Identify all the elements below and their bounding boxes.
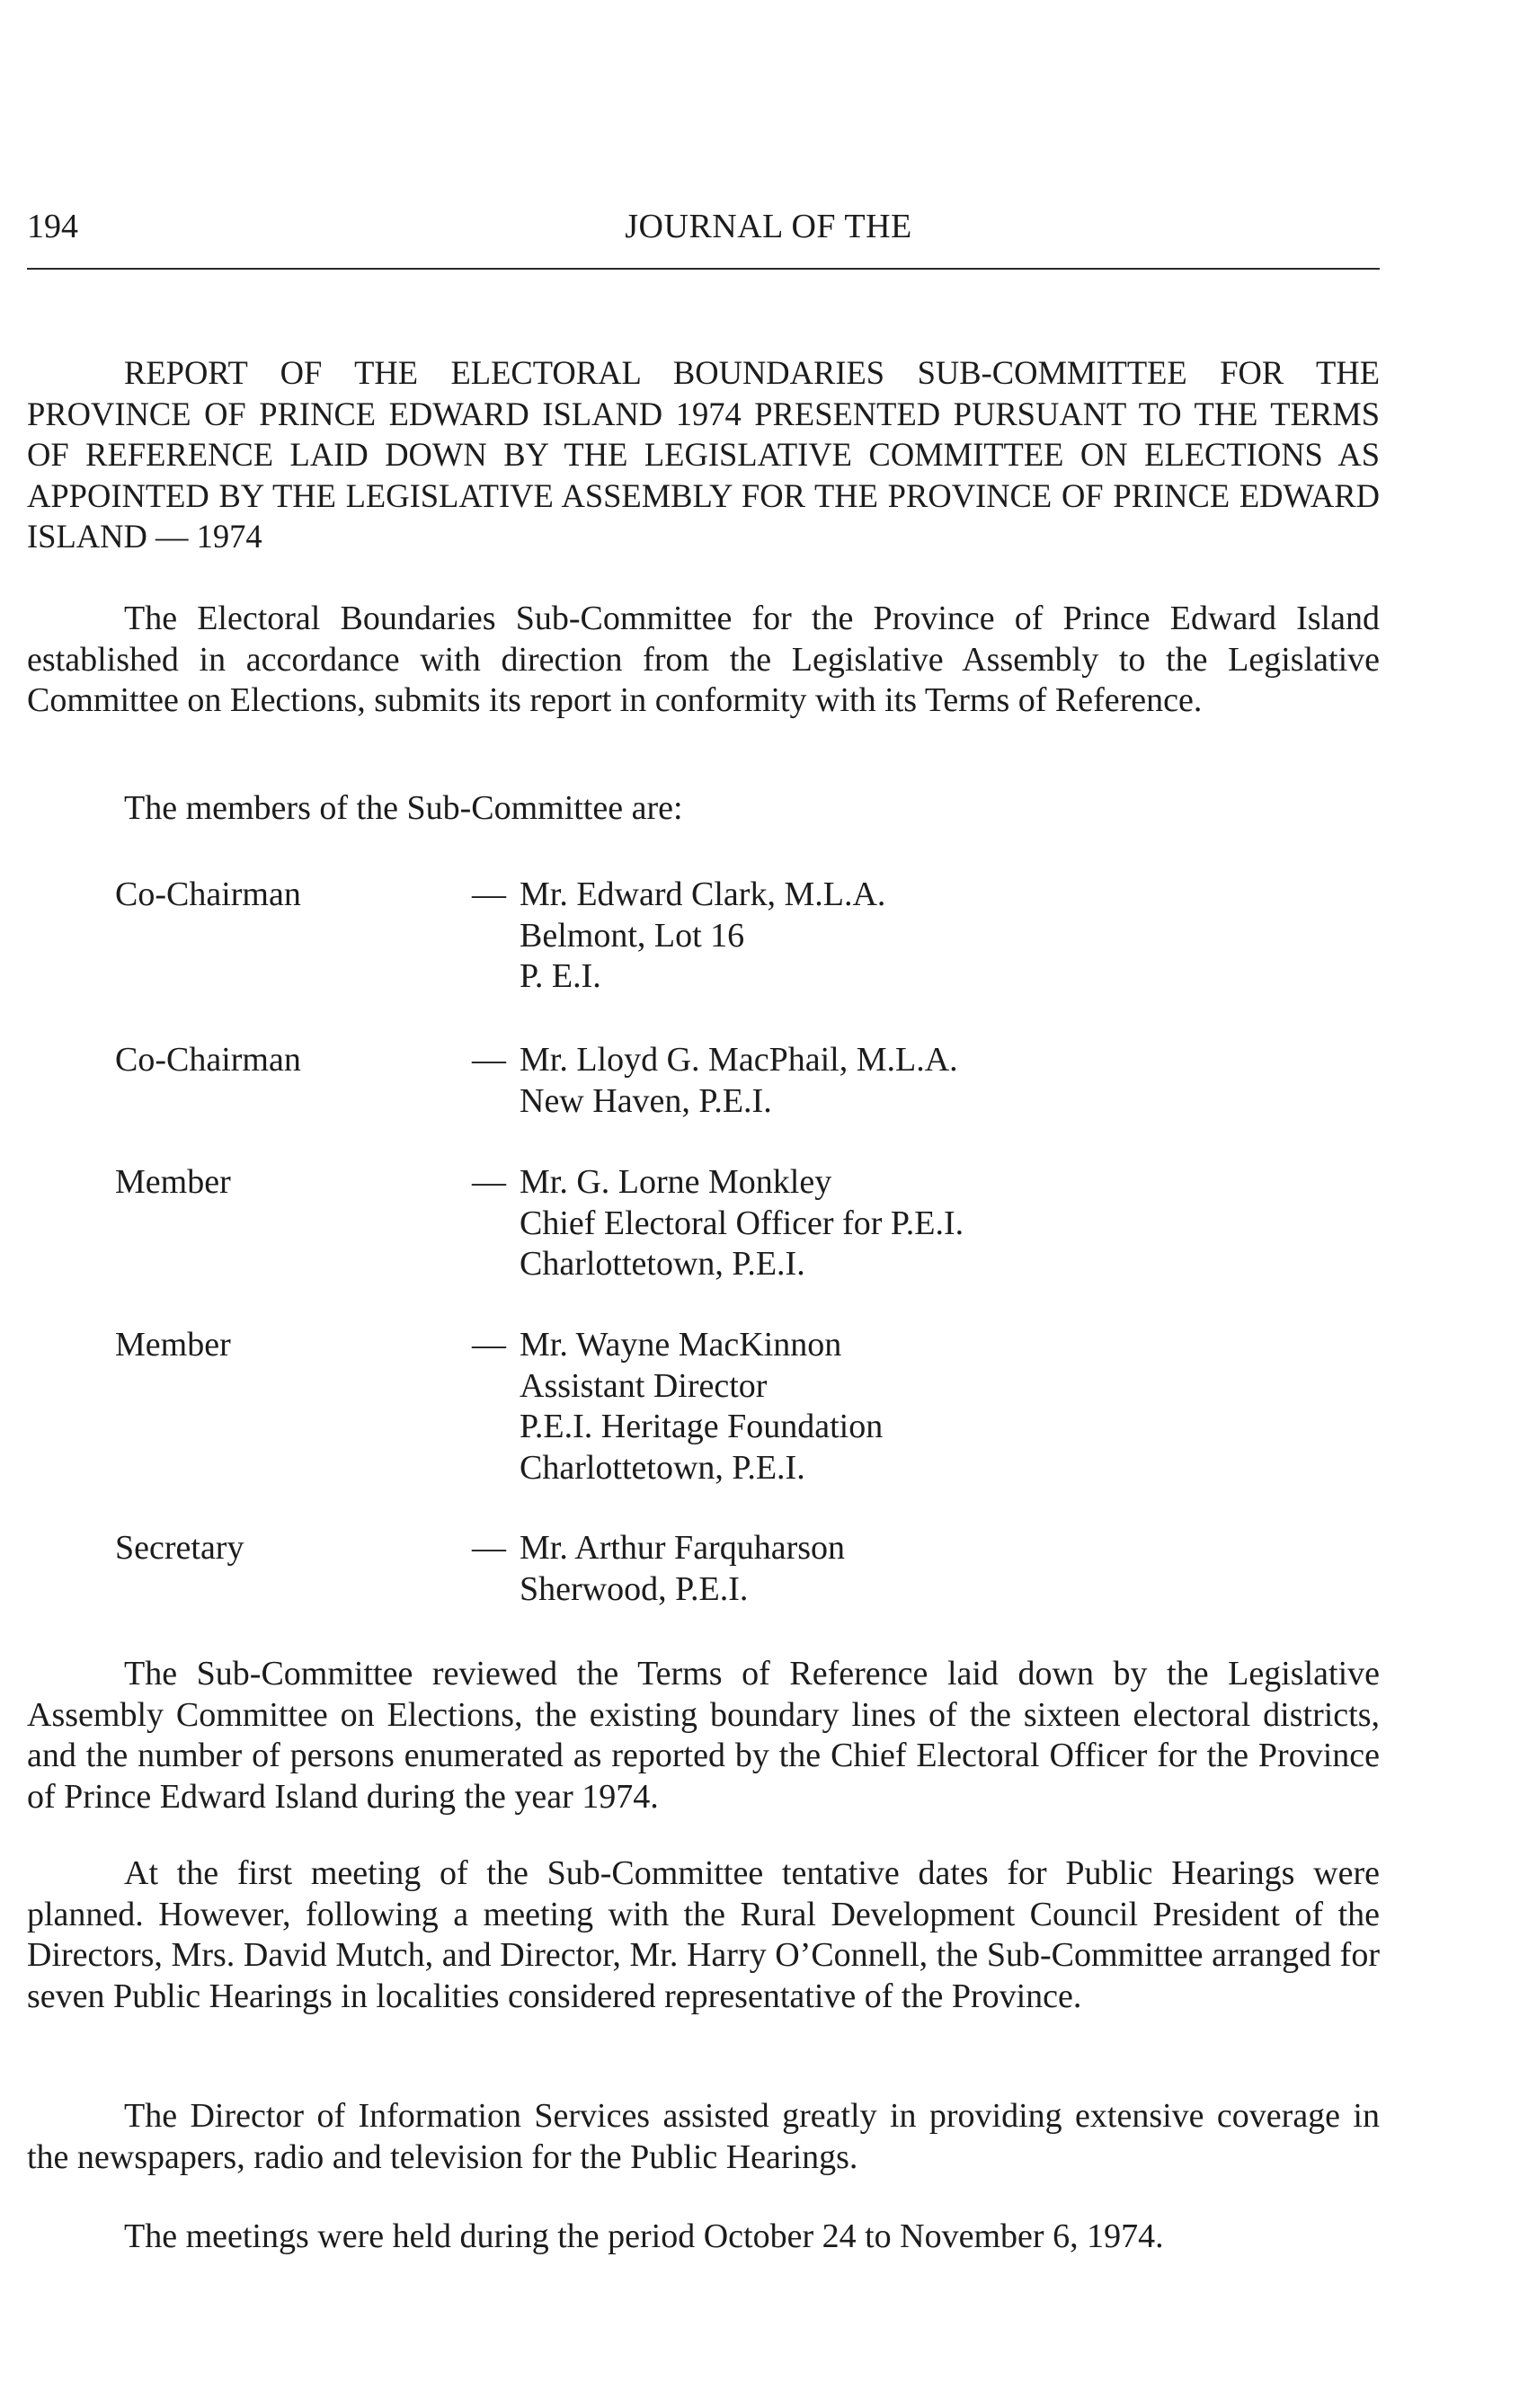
member-details bbox=[520, 1040, 958, 1122]
review-paragraph: The Sub-Committee reviewed the Terms of Reference laid down by the Legislative Assembly Committee on Elections, the existing boundary lines of the sixteen electoral districts, and the number of persons enumerated as reported by the Chief Electoral Officer for the Province of Prince Edward Island during the year 1974. bbox=[27, 1655, 1380, 1816]
member-details bbox=[520, 875, 885, 998]
member-role: Co-Chairman bbox=[115, 875, 301, 913]
member-address-line: Chief Electoral Officer for P.E.I. bbox=[520, 1204, 964, 1242]
report-title: REPORT OF THE ELECTORAL BOUNDARIES SUB-COMMITTEE FOR THE PROVINCE OF PRINCE EDWARD ISLAND 1974 PRESENTED PURSUANT TO THE TERMS OF REFERENCE LAID DOWN BY THE LEGISLATIVE COMMITTEE ON ELECTIONS AS APPOINTED BY THE LEGISLATIVE ASSEMBLY FOR THE PROVINCE OF PRINCE EDWARD ISLAND — 1974 bbox=[27, 354, 1380, 555]
member-name: Mr. Edward Clark, M.L.A. bbox=[520, 875, 886, 913]
intro-paragraph: The Electoral Boundaries Sub-Committee for the Province of Prince Edward Island established in accordance with direction from the Legislative Assembly to the Legislative Committee on Elections, submits its report in conformity with its Terms of Reference. bbox=[27, 600, 1380, 719]
member-name: Mr. Lloyd G. MacPhail, M.L.A. bbox=[520, 1041, 958, 1079]
member-dash: — bbox=[472, 1163, 506, 1201]
member-name: Mr. Arthur Farquharson bbox=[520, 1529, 846, 1567]
members-intro-paragraph: The members of the Sub-Committee are: bbox=[124, 789, 683, 827]
member-role: Secretary bbox=[115, 1529, 244, 1567]
meetings-paragraph: The meetings were held during the period October 24 to November 6, 1974. bbox=[124, 2217, 1164, 2255]
member-address-line: Assistant Director bbox=[520, 1366, 768, 1405]
member-dash: — bbox=[472, 1326, 506, 1364]
member-address-line: P.E.I. Heritage Foundation bbox=[520, 1408, 884, 1445]
member-name: Mr. G. Lorne Monkley bbox=[520, 1163, 832, 1201]
member-dash: — bbox=[472, 1529, 506, 1567]
member-address-line: New Haven, P.E.I. bbox=[520, 1081, 772, 1120]
member-address-line: Sherwood, P.E.I. bbox=[520, 1569, 749, 1608]
member-role: Co-Chairman bbox=[115, 1041, 301, 1079]
member-address-line: P. E.I. bbox=[520, 957, 601, 995]
information-paragraph: The Director of Information Services assisted greatly in providing extensive coverage in the newspapers, radio and television for the Public Hearings. bbox=[27, 2097, 1380, 2176]
member-details bbox=[520, 1528, 845, 1610]
member-details bbox=[520, 1162, 964, 1285]
member-details bbox=[520, 1325, 883, 1488]
member-dash: — bbox=[472, 1041, 506, 1079]
member-address-line: Charlottetown, P.E.I. bbox=[520, 1448, 805, 1487]
member-address-line: Charlottetown, P.E.I. bbox=[520, 1245, 805, 1283]
member-address-line: Belmont, Lot 16 bbox=[520, 916, 745, 955]
page-number: 194 bbox=[27, 208, 78, 245]
member-dash: — bbox=[472, 875, 506, 913]
running-head: JOURNAL OF THE bbox=[625, 208, 912, 245]
member-role: Member bbox=[115, 1326, 231, 1364]
first-meeting-paragraph: At the first meeting of the Sub-Committee tentative dates for Public Hearings were planned. However, following a meeting with the Rural Development Council President of the Directors, Mrs. David Mutch, and Director, Mr. Harry O’Connell, the Sub-Committee arranged for seven Public Hearings in localities considered representative of the Province. bbox=[27, 1854, 1380, 2015]
header-rule bbox=[27, 268, 1380, 270]
member-name: Mr. Wayne MacKinnon bbox=[520, 1326, 842, 1364]
member-role: Member bbox=[115, 1163, 231, 1201]
